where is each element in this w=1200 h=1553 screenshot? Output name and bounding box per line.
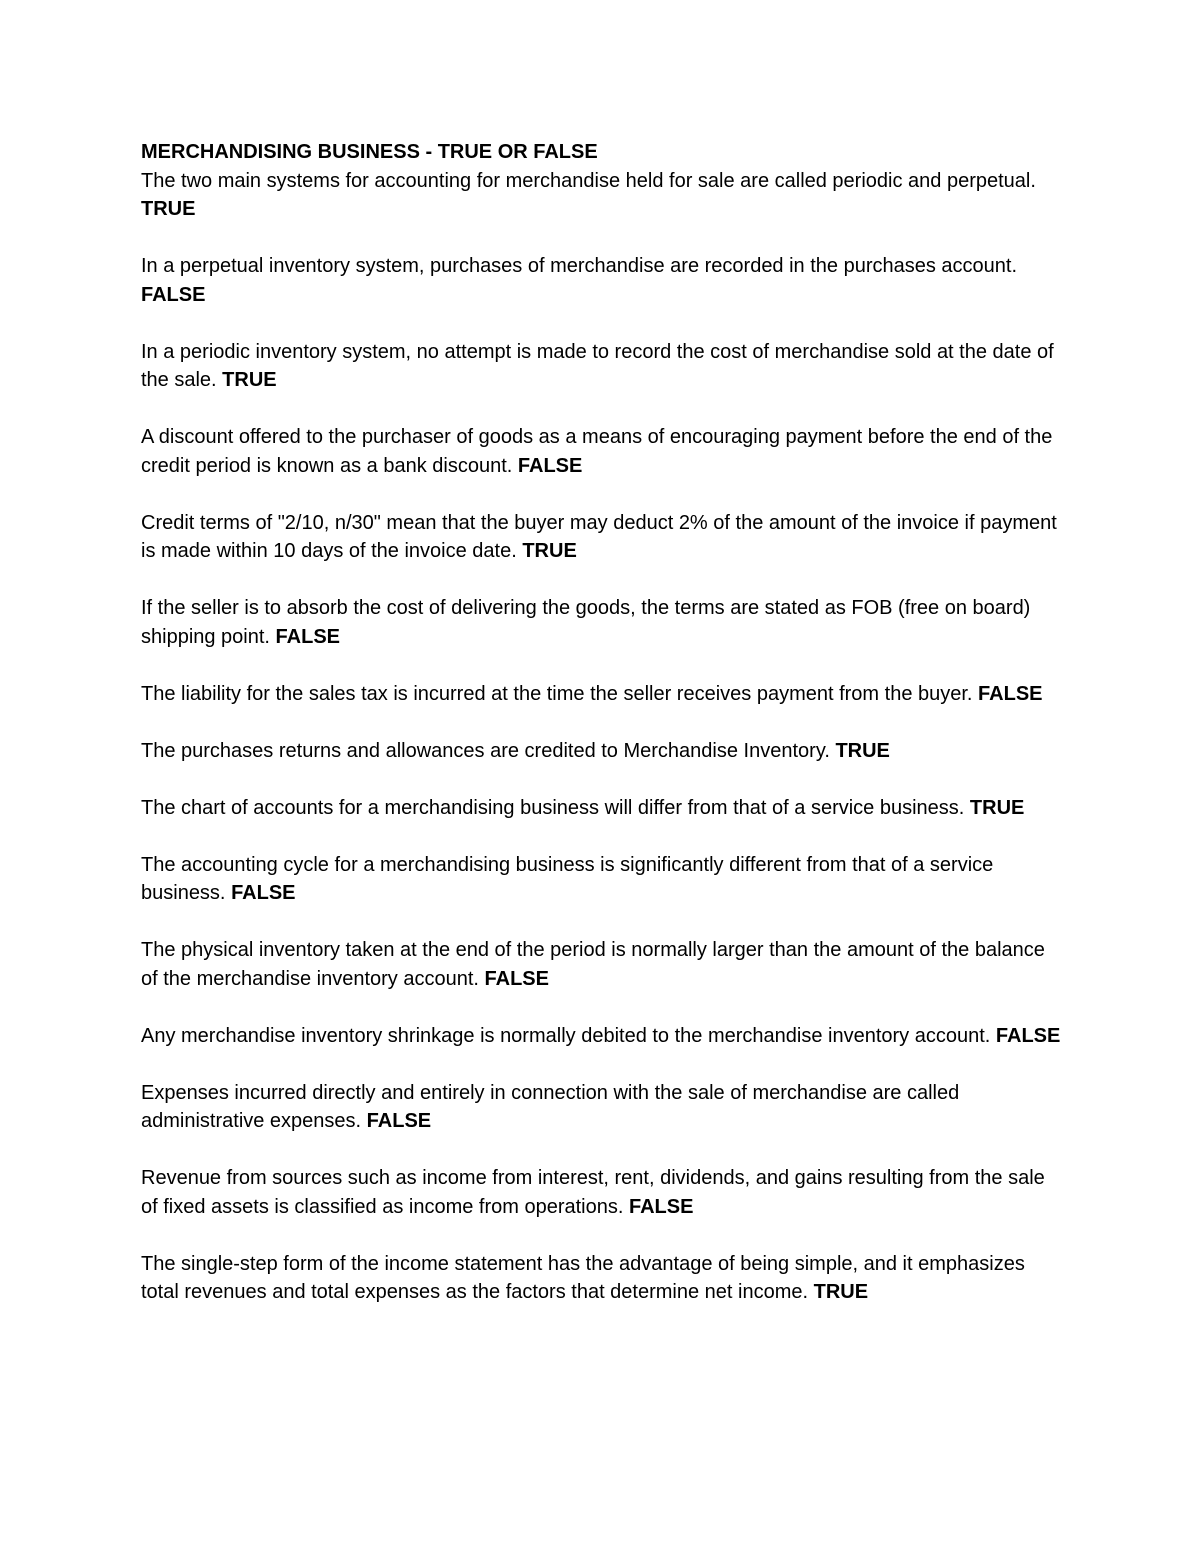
question-list: [141, 167, 1066, 1307]
question-item: [141, 338, 1066, 395]
question-answer: TRUE: [835, 739, 890, 762]
question-item: [141, 851, 1066, 908]
question-item: [141, 1164, 1066, 1221]
question-statement: Revenue from sources such as income from interest, rent, dividends, and gains resulting from the sale of fixed assets is classified as income from operations.: [141, 1167, 1045, 1218]
question-answer: FALSE: [995, 1024, 1061, 1047]
question-statement: In a perpetual inventory system, purchases of merchandise are recorded in the purchases account.: [141, 255, 1018, 277]
question-answer: TRUE: [522, 540, 577, 562]
question-item: [141, 167, 1066, 224]
question-item: [141, 936, 1066, 993]
question-statement: Expenses incurred directly and entirely in connection with the sale of merchandise are called administrative expenses.: [141, 1081, 960, 1132]
question-statement: The liability for the sales tax is incurred at the time the seller receives payment from the buyer.: [141, 682, 973, 705]
question-answer: TRUE: [141, 198, 196, 220]
question-statement: The physical inventory taken at the end of the period is normally larger than the amount of the balance of the merchandise inventory account.: [141, 939, 1045, 990]
document-page: [141, 138, 1066, 1335]
question-answer: TRUE: [813, 1281, 869, 1303]
question-statement: Any merchandise inventory shrinkage is normally debited to the merchandise inventory account.: [141, 1024, 991, 1047]
question-answer: FALSE: [517, 454, 583, 477]
question-answer: FALSE: [366, 1110, 432, 1132]
question-item: [141, 1250, 1066, 1307]
question-statement: The two main systems for accounting for merchandise held for sale are called periodic and perpetual.: [141, 169, 1036, 192]
question-item: [141, 252, 1066, 309]
question-statement: The purchases returns and allowances are credited to Merchandise Inventory.: [141, 739, 830, 762]
question-item: [141, 737, 1066, 766]
question-statement: A discount offered to the purchaser of goods as a means of encouraging payment before the end of the credit period is known as a bank discount.: [141, 426, 1053, 477]
question-item: [141, 423, 1066, 480]
question-item: [141, 1022, 1066, 1051]
question-answer: FALSE: [275, 625, 340, 648]
question-answer: FALSE: [629, 1195, 694, 1218]
document-title: MERCHANDISING BUSINESS - TRUE OR FALSE: [141, 141, 598, 163]
question-item: [141, 509, 1066, 566]
question-statement: The single-step form of the income statement has the advantage of being simple, and it emphasizes total revenues and total expenses as the factors that determine net income.: [141, 1252, 1025, 1303]
question-answer: FALSE: [231, 882, 296, 904]
question-answer: FALSE: [484, 967, 549, 990]
question-item: [141, 1079, 1066, 1136]
question-item: [141, 680, 1066, 709]
question-answer: FALSE: [141, 283, 206, 306]
question-statement: The chart of accounts for a merchandising business will differ from that of a service business.: [141, 796, 965, 819]
question-statement: If the seller is to absorb the cost of delivering the goods, the terms are stated as FOB (free on board) shipping point.: [141, 597, 1031, 648]
question-statement: In a periodic inventory system, no attempt is made to record the cost of merchandise sold at the date of the sale.: [141, 340, 1054, 391]
question-answer: TRUE: [969, 796, 1025, 819]
question-item: [141, 594, 1066, 651]
question-item: [141, 794, 1066, 823]
question-statement: Credit terms of "2/10, n/30" mean that the buyer may deduct 2% of the amount of the invoice if payment is made within 10 days of the invoice date.: [141, 511, 1057, 562]
question-answer: TRUE: [222, 369, 277, 391]
question-answer: FALSE: [978, 682, 1043, 705]
question-statement: The accounting cycle for a merchandising business is significantly different from that of a service business.: [141, 853, 994, 904]
